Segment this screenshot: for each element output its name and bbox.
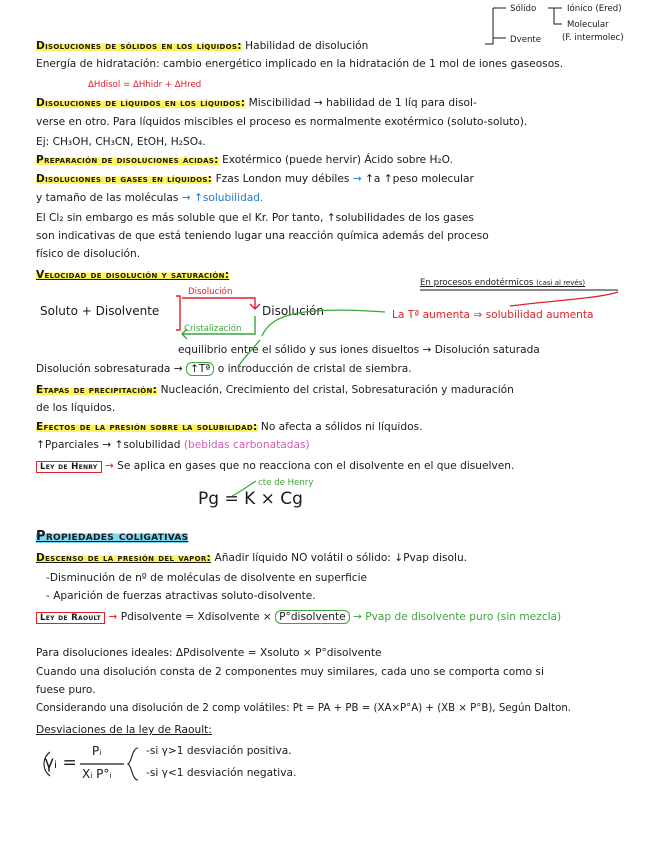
eq-bottom-cristalizacion: Cristalización (184, 324, 242, 334)
text-exotermico: Exotérmico (puede hervir) Ácido sobre H₂O. (222, 154, 453, 166)
raoult-desc: Pvap de disolvente puro (sin mezcla) (365, 611, 562, 623)
heading-velocidad: Velocidad de disolución y saturación: (36, 269, 230, 281)
henry-label: Ley de Henry (36, 461, 102, 473)
text-london: Fzas London muy débiles (215, 173, 350, 185)
gamma-c1: -si γ>1 desviación positiva. (146, 745, 292, 757)
text-solubilidad: ↑solubilidad. (193, 192, 264, 204)
eq-left-bracket (176, 296, 180, 330)
line-dism1: -Disminución de nº de moléculas de disolvente en superficie (46, 572, 368, 584)
endo-note: (casi al revés) (536, 279, 586, 287)
line-cuando2: fuese puro. (36, 684, 96, 696)
raoult-formula: Pdisolvente = Xdisolvente × (120, 611, 272, 623)
raoult-p0: P°disolvente (275, 610, 349, 624)
line-equilibrio: equilibrio entre el sólido y sus iones disueltos → Disolución saturada (178, 344, 540, 356)
endo-red-text: La Tª aumenta ⇒ solubilidad aumenta (392, 309, 594, 321)
henry-cte-pointer (232, 481, 256, 496)
eq-arrow-backward (182, 316, 255, 339)
line-desviaciones: Desviaciones de la ley de Raoult: (36, 724, 212, 736)
henry-formula: Pg = K × Cg (198, 489, 303, 509)
branch-ionico: Iónico (Ered) (567, 4, 622, 14)
formula-disol: ΔHdisol = ΔHhidr + ΔHred (88, 80, 202, 90)
branch-molecular: Molecular (567, 20, 609, 30)
eq-left: Soluto + Disolvente (40, 304, 160, 318)
line-ideales: Para disoluciones ideales: ΔPdisolvente = Xsoluto × P°disolvente (36, 647, 382, 659)
branch-bracket (485, 8, 493, 44)
text-anadir: Añadir líquido NO volátil o sólido: ↓Pvap disolu. (214, 552, 468, 564)
line-verse: verse en otro. Para líquidos miscibles el proceso es normalmente exotérmico (soluto-soluto). (36, 116, 528, 128)
text-no-afecta: No afecta a sólidos ni líquidos. (260, 421, 423, 433)
text-sobre-b: o introducción de cristal de siembra. (217, 363, 412, 375)
text-pparciales: ↑Pparciales → ↑solubilidad (36, 439, 181, 451)
arrow-right-icon: → (181, 192, 191, 204)
heading-etapas: Etapas de precipitación: (36, 384, 158, 396)
branch-disolvente: Dvente (510, 35, 542, 45)
line-cl3: físico de disolución. (36, 248, 141, 260)
heading-liquidos: Disoluciones de líquidos en los líquidos: (36, 97, 246, 109)
gamma-paren (44, 752, 50, 776)
branch-fuerzas: (F. intermolec) (562, 33, 624, 43)
line-dalton: Considerando una disolución de 2 comp volátiles: Pt = PA + PB = (XA×P°A) + (XB × P°B), Según Dalton. (36, 703, 572, 714)
line-dism2: - Aparición de fuerzas atractivas soluto-disolvente. (46, 590, 316, 602)
eq-right: Disolución (262, 304, 324, 318)
line-cl2: son indicativas de que está teniendo lugar una reacción química además del proceso (36, 230, 489, 242)
gamma-lhs: γᵢ = (44, 753, 77, 773)
line-ej: Ej: CH₃OH, CH₃CN, EtOH, H₂SO₄. (36, 136, 206, 148)
text-sobre-a: Disolución sobresaturada → (36, 363, 183, 375)
endo-red-arrow (510, 292, 618, 306)
line-cl1: El Cl₂ sin embargo es más soluble que el Kr. Por tanto, ↑solubilidades de los gases (36, 212, 474, 224)
endo-label-text: En procesos endotérmicos (420, 278, 534, 288)
temp-circle: ↑Tª (186, 362, 214, 376)
line-hidratacion: Energía de hidratación: cambio energético implicado en la hidratación de 1 mol de iones gaseosos. (36, 58, 564, 70)
text-peso: ↑a ↑peso molecular (365, 173, 474, 185)
heading-acidas: Preparación de disoluciones ácidas: (36, 154, 219, 166)
text-miscibilidad: Miscibilidad → habilidad de 1 líq para disol- (248, 97, 477, 109)
heading-gases: Disoluciones de gases en líquidos: (36, 173, 213, 185)
text-nucleacion: Nucleación, Crecimiento del cristal, Sobresaturación y maduración (160, 384, 514, 396)
branch-sub-bracket (548, 8, 562, 24)
henry-text: Se aplica en gases que no reacciona con el disolvente en el que disuelven. (117, 460, 515, 472)
gamma-brace (128, 748, 138, 780)
arrow-right-icon: → (104, 460, 114, 472)
gamma-num: Pᵢ (92, 744, 102, 758)
raoult-label: Ley de Raoult (36, 612, 105, 624)
gamma-den: Xᵢ P°ᵢ (82, 767, 112, 781)
heading-presion: Efectos de la presión sobre la solubilidad: (36, 421, 258, 433)
arrow-right-icon: → (108, 611, 118, 623)
arrow-right-icon: → (352, 173, 362, 185)
text-habilidad: Habilidad de disolución (245, 40, 369, 52)
gamma-c2: -si γ<1 desviación negativa. (146, 767, 297, 779)
text-bebidas: (bebidas carbonatadas) (183, 439, 310, 451)
arrow-right-icon: → (353, 611, 362, 623)
line-cuando1: Cuando una disolución consta de 2 componentes muy similares, cada uno se comporta como si (36, 666, 544, 678)
henry-cte: cte de Henry (258, 478, 314, 488)
eq-top-disolucion: Disolución (188, 287, 233, 297)
green-link (238, 340, 260, 368)
green-loop (262, 310, 385, 336)
line-liquidos: de los líquidos. (36, 402, 116, 414)
branch-solido: Sólido (510, 4, 537, 14)
heading-vapor: Descenso de la presión del vapor: (36, 552, 212, 564)
heading-solidos: Disoluciones de sólidos en los líquidos: (36, 40, 242, 52)
heading-coligativas: Propiedades coligativas (36, 529, 189, 544)
eq-arrow-forward (182, 298, 260, 309)
text-tamano: y tamaño de las moléculas (36, 192, 179, 204)
